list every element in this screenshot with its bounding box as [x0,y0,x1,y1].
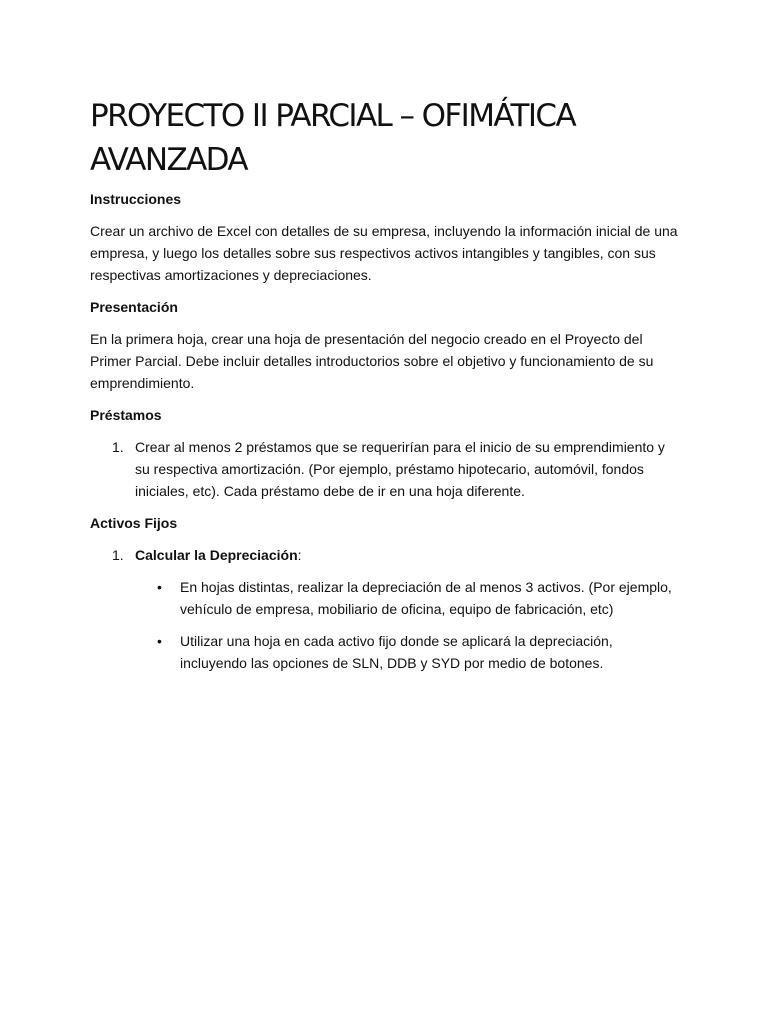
paragraph-presentacion: En la primera hoja, crear una hoja de presentación del negocio creado en el Proyecto del Primer Parcial. Debe incluir detalles introductorios sobre el objetivo y funcionamiento de su emprendimiento. [90,331,654,391]
list-number: 1. [112,439,124,455]
list-item-suffix: : [297,547,302,563]
list-item-text: Crear al menos 2 préstamos que se requerirían para el inicio de su emprendimiento y su respectiva amortización. (Por ejemplo, préstamo hipotecario, automóvil, fondos iniciales, etc). Cada préstamo debe de ir en una hoja diferente. [135,439,665,499]
section-heading-prestamos: Préstamos [90,407,162,423]
paragraph-instrucciones: Crear un archivo de Excel con detalles de su empresa, incluyendo la información inicial de una empresa, y luego los detalles sobre sus respectivos activos intangibles y tangibles, con sus respectivas amortizaciones y depreciaciones. [90,223,678,283]
depreciacion-bullet-list [135,576,680,674]
list-item [90,544,680,674]
list-item-label: Calcular la Depreciación [135,547,298,563]
prestamos-list [90,436,680,502]
bullet-icon: • [157,633,162,649]
section-heading-activos-fijos: Activos Fijos [90,515,178,531]
section-heading-instrucciones: Instrucciones [90,191,182,207]
bullet-text: Utilizar una hoja en cada activo fijo donde se aplicará la depreciación, incluyendo las opciones de SLN, DDB y SYD por medio de botones. [180,633,613,671]
list-number: 1. [112,547,124,563]
bullet-item [135,630,680,674]
document-page [90,94,680,684]
bullet-item [135,576,680,620]
title-line-2: AVANZADA [90,142,248,178]
title-line-1: PROYECTO II PARCIAL – OFIMÁTICA [90,98,576,134]
activos-fijos-list [90,544,680,674]
list-item [90,436,680,502]
bullet-text: En hojas distintas, realizar la depreciación de al menos 3 activos. (Por ejemplo, vehículo de empresa, mobiliario de oficina, equipo de fabricación, etc) [180,579,672,617]
bullet-icon: • [157,579,162,595]
section-heading-presentacion: Presentación [90,299,178,315]
document-title [90,94,680,182]
